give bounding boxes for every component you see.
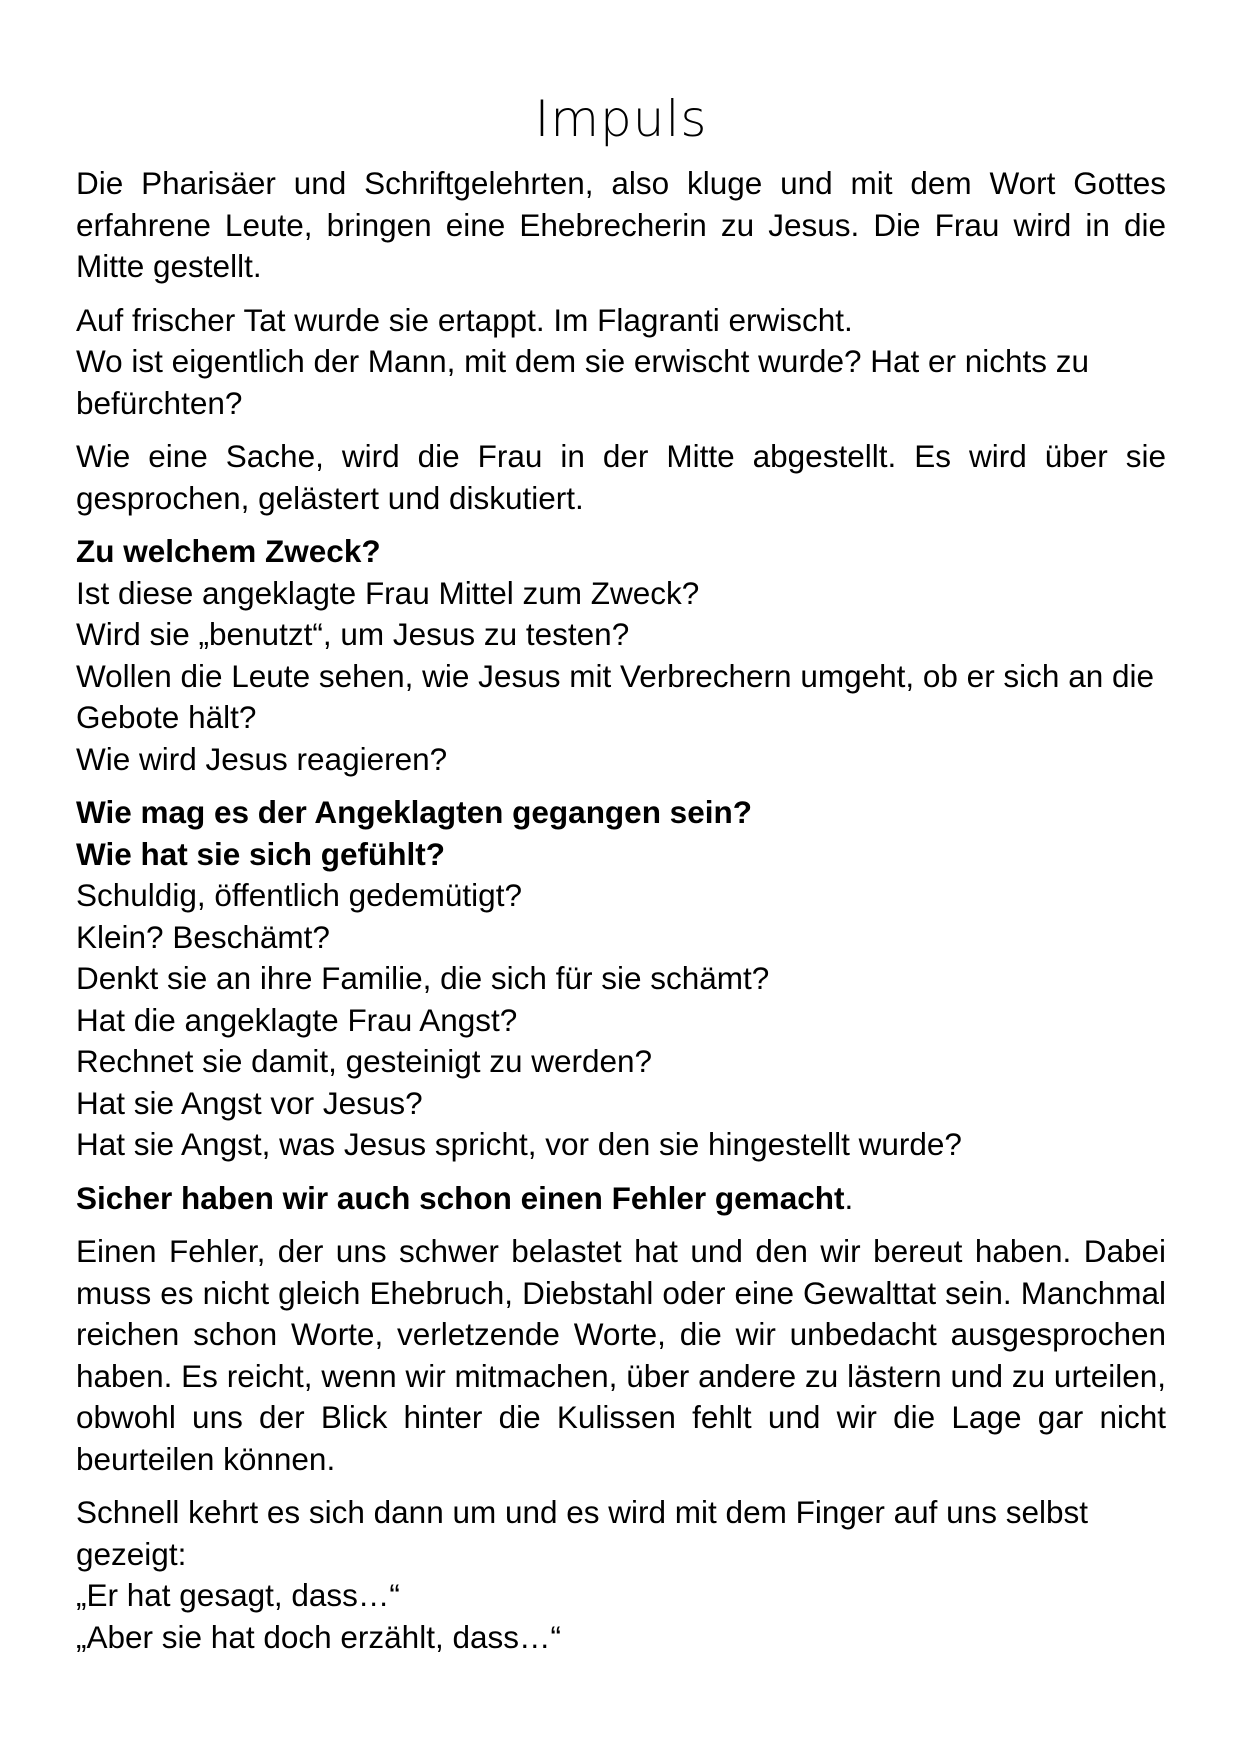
purpose-heading: Zu welchem Zweck? [76, 533, 381, 569]
paragraph-caught [76, 300, 1166, 425]
paragraph-purpose [76, 531, 1166, 780]
finger-quote-1: „Er hat gesagt, dass…“ [76, 1577, 400, 1613]
purpose-line-4: Wie wird Jesus reagieren? [76, 740, 448, 777]
document-page [76, 82, 1166, 1670]
purpose-line-3: Wollen die Leute sehen, wie Jesus mit Verbrechern umgeht, ob er sich an die Gebote hält? [76, 657, 1155, 735]
paragraph-mistake: Einen Fehler, der uns schwer belastet hat und den wir bereut haben. Dabei muss es nicht gleich Ehebruch, Diebstahl oder eine Gewalttat sein. Manchmal reichen schon Worte, verletzende Worte, die wir unbedacht ausgesprochen haben. Es reicht, wenn wir mitmachen, über andere zu lästern und zu urteilen, obwohl uns der Blick hinter die Kulissen fehlt und wir die Lage gar nicht beurteilen können. [76, 1233, 1166, 1477]
feelings-line-6: Hat sie Angst vor Jesus? [76, 1084, 423, 1121]
feelings-heading-2: Wie hat sie sich gefühlt? [76, 835, 446, 872]
page-title: Impuls [534, 90, 708, 148]
mistake-heading-period: . [844, 1179, 854, 1216]
paragraph-caught-line-2: Wo ist eigentlich der Mann, mit dem sie erwischt wurde? Hat er nichts zu befürchten? [76, 343, 1090, 421]
paragraph-intro: Die Pharisäer und Schriftgelehrten, also kluge und mit dem Wort Gottes erfahrene Leute, bringen eine Ehebrecherin zu Jesus. Die Frau wird in die Mitte gestellt. [76, 165, 1166, 284]
finger-quote-2: „Aber sie hat doch erzählt, dass…“ [76, 1618, 561, 1655]
feelings-line-2: Klein? Beschämt? [76, 918, 330, 955]
feelings-line-4: Hat die angeklagte Frau Angst? [76, 1001, 518, 1038]
purpose-line-1: Ist diese angeklagte Frau Mittel zum Zweck? [76, 574, 700, 611]
feelings-line-5: Rechnet sie damit, gesteinigt zu werden? [76, 1043, 653, 1079]
finger-line-1: Schnell kehrt es sich dann um und es wird mit dem Finger auf uns selbst gezeigt: [76, 1494, 1088, 1572]
paragraph-caught-line-1: Auf frischer Tat wurde sie ertappt. Im Flagranti erwischt. [76, 301, 853, 338]
feelings-line-1: Schuldig, öffentlich gedemütigt? [76, 877, 522, 913]
purpose-line-2: Wird sie „benutzt“, um Jesus zu testen? [76, 616, 630, 652]
feelings-line-3: Denkt sie an ihre Familie, die sich für sie schämt? [76, 960, 770, 996]
paragraph-thing: Wie eine Sache, wird die Frau in der Mitte abgestellt. Es wird über sie gesprochen, gelästert und diskutiert. [76, 438, 1166, 516]
mistake-heading: Sicher haben wir auch schon einen Fehler gemacht [76, 1179, 845, 1216]
feelings-heading-1: Wie mag es der Angeklagten gegangen sein? [76, 794, 752, 830]
paragraph-feelings [76, 792, 1166, 1166]
paragraph-finger [76, 1492, 1166, 1658]
paragraph-mistake-heading [76, 1178, 1166, 1220]
feelings-line-7: Hat sie Angst, was Jesus spricht, vor den sie hingestellt wurde? [76, 1126, 962, 1162]
